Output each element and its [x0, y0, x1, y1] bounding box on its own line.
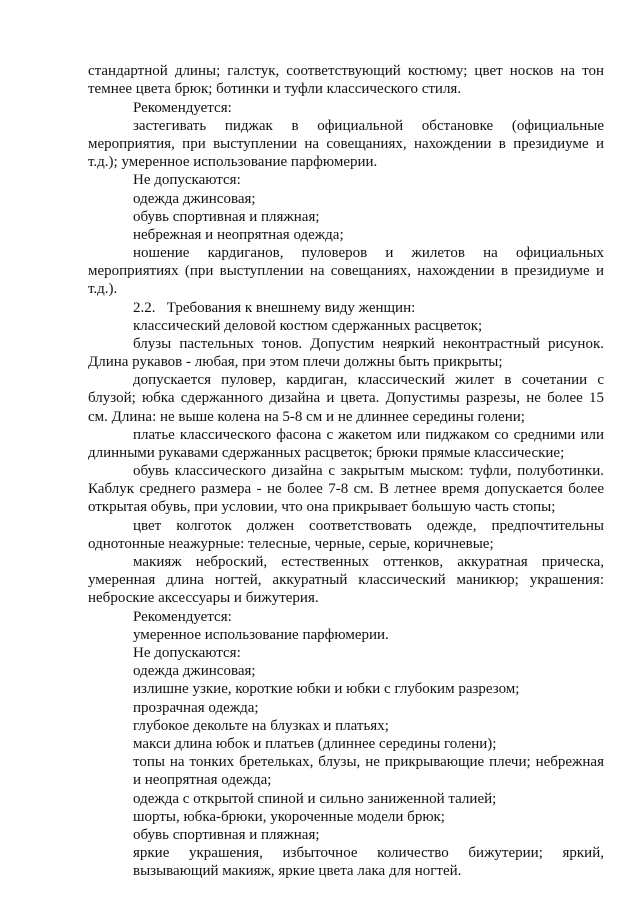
text-line: вызывающий макияж, яркие цвета лака для ногтей. [133, 863, 462, 879]
text-line: Рекомендуется: [133, 609, 232, 625]
text-line: классический деловой костюм сдержанных расцветок; [133, 318, 483, 334]
text-line: см. Длина: не выше колена на 5-8 см и не длиннее середины голени; [88, 409, 525, 425]
text-line: обувь классического дизайна с закрытым мыском: туфли, полуботинки. [133, 463, 604, 479]
text-line: длинными рукавами сдержанных расцветок; брюки прямые классические; [88, 445, 565, 461]
text-line: однотонные неажурные: телесные, черные, серые, коричневые; [88, 536, 494, 552]
text-line: т.д.). [88, 281, 118, 297]
text-line: прозрачная одежда; [133, 700, 259, 716]
text-line: платье классического фасона с жакетом или пиджаком со средними или [133, 427, 604, 443]
text-line: неброские аксессуары и бижутерия. [88, 590, 319, 606]
text-line: обувь спортивная и пляжная; [133, 209, 320, 225]
text-line: Длина рукавов - любая, при этом плечи должны быть прикрыты; [88, 354, 503, 370]
text-line: стандартной длины; галстук, соответствующий костюму; цвет носков на тон [88, 63, 604, 79]
text-line: макияж неброский, естественных оттенков, аккуратная прическа, [133, 554, 604, 570]
text-line: и неопрятная одежда; [133, 772, 272, 788]
text-line: умеренная длина ногтей, аккуратный классический маникюр; украшения: [88, 572, 604, 588]
text-line: Не допускаются: [133, 172, 241, 188]
text-line: ношение кардиганов, пуловеров и жилетов на официальных [133, 245, 604, 261]
text-line: открытая обувь, при условии, что она прикрывает большую часть стопы; [88, 499, 556, 515]
section-heading: 2.2. Требования к внешнему виду женщин: [133, 300, 416, 316]
text-line: глубокое декольте на блузках и платьях; [133, 718, 389, 734]
text-line: умеренное использование парфюмерии. [133, 627, 389, 643]
text-line: блузы пастельных тонов. Допустим неяркий неконтрастный рисунок. [133, 336, 604, 352]
text-line: яркие украшения, избыточное количество бижутерии; яркий, [133, 845, 604, 861]
text-line: мероприятиях (при выступлении на совещаниях, нахождении в президиуме и [88, 263, 604, 279]
text-line: обувь спортивная и пляжная; [133, 827, 320, 843]
text-line: Каблук среднего размера - не более 7-8 см. В летнее время допускается более [88, 481, 604, 497]
text-line: допускается пуловер, кардиган, классический жилет в сочетании с [133, 372, 604, 388]
text-line: темнее цвета брюк; ботинки и туфли классического стиля. [88, 81, 462, 97]
text-line: макси длина юбок и платьев (длиннее середины голени); [133, 736, 497, 752]
text-line: застегивать пиджак в официальной обстановке (официальные [133, 118, 604, 134]
text-line: мероприятия, при выступлении на совещаниях, нахождении в президиуме и [88, 136, 604, 152]
text-line: цвет колготок должен соответствовать одежде, предпочтительны [133, 518, 604, 534]
text-line: одежда джинсовая; [133, 663, 256, 679]
text-line: топы на тонких бретельках, блузы, не прикрывающие плечи; небрежная [133, 754, 604, 770]
text-line: т.д.); умеренное использование парфюмерии. [88, 154, 378, 170]
text-line: блузой; юбка сдержанного дизайна и цвета. Допустимы разрезы, не более 15 [88, 390, 604, 406]
text-line: одежда с открытой спиной и сильно заниженной талией; [133, 791, 497, 807]
text-line: излишне узкие, короткие юбки и юбки с глубоким разрезом; [133, 681, 520, 697]
text-line: небрежная и неопрятная одежда; [133, 227, 344, 243]
text-line: одежда джинсовая; [133, 191, 256, 207]
text-line: Рекомендуется: [133, 100, 232, 116]
text-line: шорты, юбка-брюки, укороченные модели брюк; [133, 809, 445, 825]
text-line: Не допускаются: [133, 645, 241, 661]
